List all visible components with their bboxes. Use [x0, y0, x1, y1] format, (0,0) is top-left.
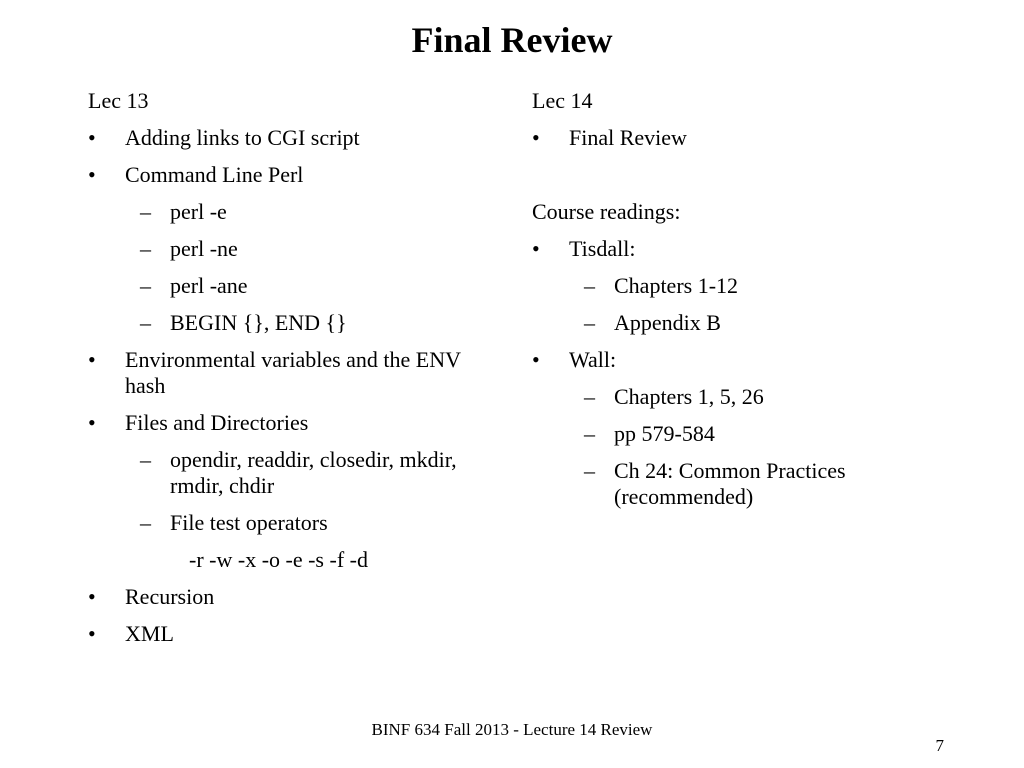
sub-list-item	[88, 310, 488, 336]
sub-list-item-text: Chapters 1-12	[614, 273, 739, 298]
sub-list-item	[88, 199, 488, 225]
sub-list-item	[532, 310, 932, 336]
bullet-mark: •	[532, 236, 540, 261]
dash-mark: –	[140, 236, 151, 261]
sub-list-item	[532, 384, 932, 410]
list-item	[88, 621, 488, 647]
sub-list-item-text: BEGIN {}, END {}	[170, 310, 347, 335]
list-item	[88, 347, 488, 399]
list-item-text: Adding links to CGI script	[125, 125, 360, 150]
sub-list-item-text: pp 579-584	[614, 421, 715, 446]
sub-list-item-text: opendir, readdir, closedir, mkdir, rmdir, chdir	[170, 447, 457, 498]
list-item-text: Wall:	[569, 347, 617, 372]
list-item-text: XML	[125, 621, 174, 646]
readings-heading: Course readings:	[532, 199, 681, 224]
list-item-text: Command Line Perl	[125, 162, 304, 187]
dash-mark: –	[140, 447, 151, 472]
sub-list-item-text: Chapters 1, 5, 26	[614, 384, 764, 409]
dash-mark: –	[584, 310, 595, 335]
list-item	[532, 125, 932, 151]
sub-list-item-text: perl -ne	[170, 236, 238, 261]
bullet-mark: •	[88, 621, 96, 646]
dash-mark: –	[140, 310, 151, 335]
dash-mark: –	[584, 384, 595, 409]
sub-list-item-text: Ch 24: Common Practices (recommended)	[614, 458, 846, 509]
list-item	[532, 347, 932, 373]
sub-list-item-text: File test operators	[170, 510, 328, 535]
sub-list-item-text: perl -e	[170, 199, 227, 224]
sub-list-item	[88, 273, 488, 299]
slide-title: Final Review	[411, 20, 613, 60]
spacer	[532, 162, 932, 199]
left-heading: Lec 13	[88, 88, 149, 113]
list-item	[88, 162, 488, 188]
bullet-mark: •	[532, 125, 540, 150]
right-heading: Lec 14	[532, 88, 593, 113]
sub-list-item	[532, 421, 932, 447]
sub-list-item	[88, 510, 488, 536]
operator-list: -r -w -x -o -e -s -f -d	[189, 547, 368, 572]
page-number: 7	[935, 736, 944, 755]
list-item-text: Tisdall:	[569, 236, 636, 261]
bullet-mark: •	[88, 584, 96, 609]
sub-list-item-text: perl -ane	[170, 273, 248, 298]
right-column	[532, 88, 932, 521]
list-item-text: Recursion	[125, 584, 215, 609]
slide-footer: BINF 634 Fall 2013 - Lecture 14 Review	[371, 720, 653, 739]
dash-mark: –	[140, 199, 151, 224]
sub-list-item	[88, 236, 488, 262]
dash-mark: –	[584, 421, 595, 446]
list-item	[88, 584, 488, 610]
sub-list-item	[88, 447, 488, 499]
list-item	[88, 125, 488, 151]
dash-mark: –	[584, 458, 595, 483]
list-item	[88, 410, 488, 436]
list-item	[532, 236, 932, 262]
list-item-text: Final Review	[569, 125, 687, 150]
sub-list-item	[532, 458, 932, 510]
dash-mark: –	[584, 273, 595, 298]
bullet-mark: •	[88, 410, 96, 435]
dash-mark: –	[140, 273, 151, 298]
list-item-text: Files and Directories	[125, 410, 309, 435]
sub-list-item-text: Appendix B	[614, 310, 721, 335]
sub-list-item	[532, 273, 932, 299]
dash-mark: –	[140, 510, 151, 535]
bullet-mark: •	[88, 347, 96, 372]
left-column	[88, 88, 488, 658]
bullet-mark: •	[88, 125, 96, 150]
bullet-mark: •	[532, 347, 540, 372]
bullet-mark: •	[88, 162, 96, 187]
list-item-text: Environmental variables and the ENV hash	[125, 347, 461, 398]
